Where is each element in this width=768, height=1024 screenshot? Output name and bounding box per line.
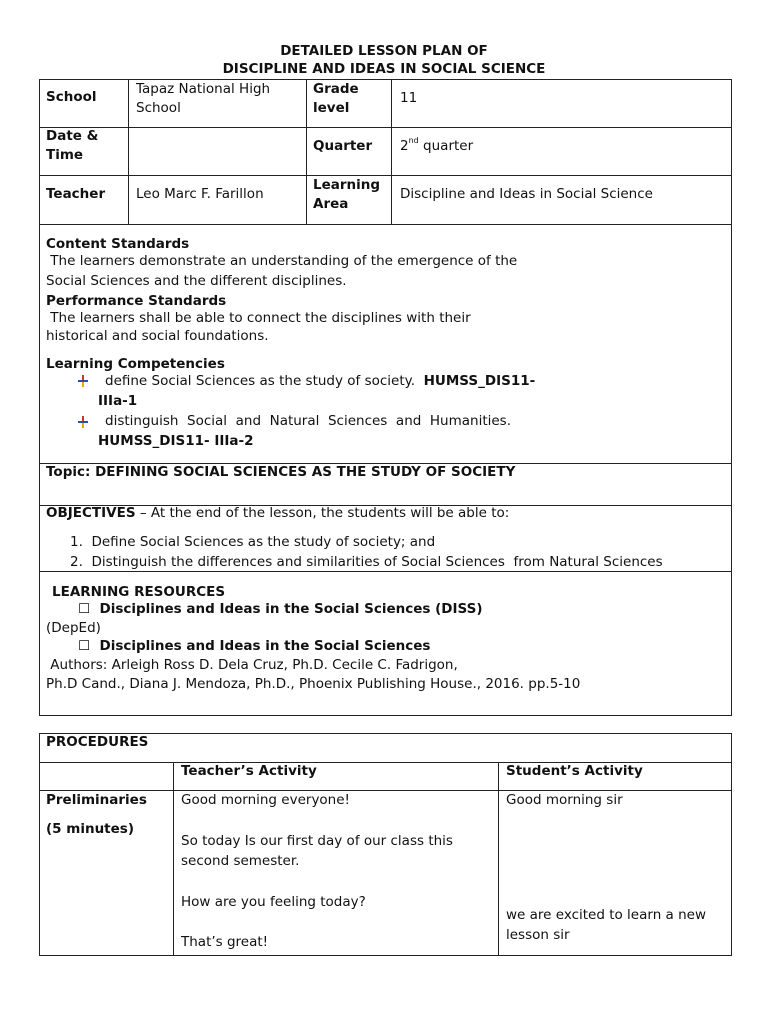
teacher-line: So today Is our first day of our class this	[181, 833, 453, 849]
performance-standards-heading: Performance Standards	[46, 293, 227, 309]
content-standards-heading: Content Standards	[46, 236, 190, 252]
phase-label: Preliminaries	[46, 792, 147, 808]
teacher-activity-header: Teacher’s Activity	[181, 763, 317, 779]
resources-heading: LEARNING RESOURCES	[52, 584, 226, 600]
bullet-icon	[78, 416, 88, 428]
objectives-intro: OBJECTIVES – At the end of the lesson, the students will be able to:	[46, 505, 510, 521]
resource-2-authors-line2: Ph.D Cand., Diana J. Mendoza, Ph.D., Phoenix Publishing House., 2016. pp.5-10	[46, 676, 581, 692]
resource-2: ☐ Disciplines and Ideas in the Social Sciences	[78, 638, 431, 654]
content-standards-line1: The learners demonstrate an understanding of the emergence of the	[46, 253, 518, 269]
school-value-line1: Tapaz National High	[136, 81, 271, 97]
objective-1: 1. Define Social Sciences as the study of society; and	[70, 534, 436, 550]
student-line: we are excited to learn a new	[506, 907, 707, 923]
teacher-line: How are you feeling today?	[181, 894, 366, 910]
phase-time: (5 minutes)	[46, 821, 134, 837]
school-value-line2: School	[136, 100, 181, 116]
teacher-label: Teacher	[46, 186, 106, 202]
table-divider	[173, 762, 174, 956]
area-label-line2: Area	[313, 196, 349, 212]
teacher-line: second semester.	[181, 853, 300, 869]
grade-label-line1: Grade	[313, 81, 359, 97]
resource-1-publisher: (DepEd)	[46, 620, 101, 636]
table-divider	[39, 175, 732, 176]
competency-1-code: IIIa-1	[98, 393, 138, 409]
document-title-line2: DISCIPLINE AND IDEAS IN SOCIAL SCIENCE	[222, 61, 546, 77]
content-standards-line2: Social Sciences and the different disciplines.	[46, 273, 347, 289]
teacher-line: Good morning everyone!	[181, 792, 350, 808]
teacher-line: That’s great!	[181, 934, 269, 950]
quarter-label: Quarter	[313, 138, 373, 154]
school-label: School	[46, 89, 97, 105]
table-divider	[128, 79, 129, 225]
area-value: Discipline and Ideas in Social Science	[400, 186, 653, 202]
teacher-value: Leo Marc F. Farillon	[136, 186, 264, 202]
table-divider	[306, 79, 307, 225]
procedures-heading: PROCEDURES	[46, 734, 149, 750]
topic-text: Topic: DEFINING SOCIAL SCIENCES AS THE STUDY OF SOCIETY	[46, 464, 516, 480]
resource-2-authors-line1: Authors: Arleigh Ross D. Dela Cruz, Ph.D. Cecile C. Fadrigon,	[46, 657, 458, 673]
objective-2: 2. Distinguish the differences and similarities of Social Sciences from Natural Sciences	[70, 554, 663, 570]
performance-standards-line2: historical and social foundations.	[46, 328, 269, 344]
competency-2: distinguish Social and Natural Sciences and Humanities.	[105, 413, 512, 429]
table-divider	[498, 762, 499, 956]
grade-value: 11	[400, 90, 418, 106]
performance-standards-line1: The learners shall be able to connect the disciplines with their	[46, 310, 471, 326]
learning-competencies-heading: Learning Competencies	[46, 356, 225, 372]
student-line: Good morning sir	[506, 792, 623, 808]
table-divider	[391, 79, 392, 225]
student-activity-header: Student’s Activity	[506, 763, 643, 779]
date-label-line2: Time	[46, 147, 84, 163]
competency-1: define Social Sciences as the study of society. HUMSS_DIS11-	[105, 373, 536, 389]
document-title-line1: DETAILED LESSON PLAN OF	[280, 43, 488, 59]
date-label-line1: Date &	[46, 128, 99, 144]
student-line: lesson sir	[506, 927, 570, 943]
resource-1: ☐ Disciplines and Ideas in the Social Sciences (DISS)	[78, 601, 483, 617]
competency-2-code: HUMSS_DIS11- IIIa-2	[98, 433, 254, 449]
area-label-line1: Learning	[313, 177, 381, 193]
bullet-icon	[78, 375, 88, 387]
grade-label-line2: level	[313, 100, 350, 116]
table-divider	[39, 127, 732, 128]
quarter-value: 2nd quarter	[400, 136, 474, 154]
